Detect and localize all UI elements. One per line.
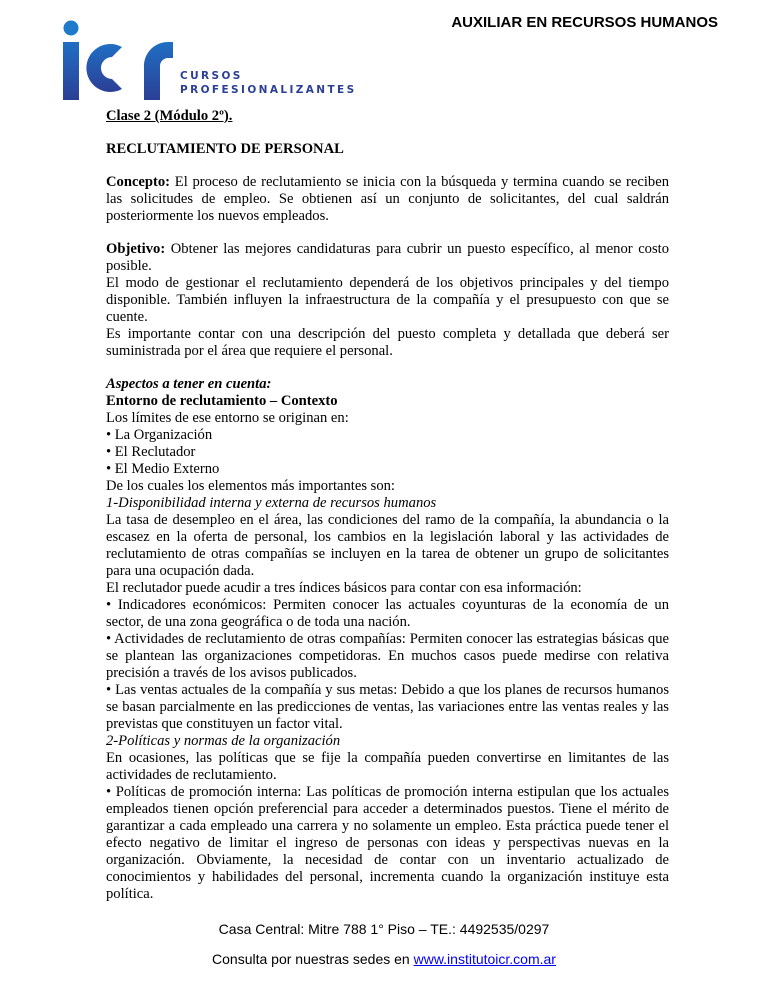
- paragraph: El reclutador puede acudir a tres índices básicos para contar con esa información:: [106, 580, 582, 596]
- class-title: Clase 2 (Módulo 2º).: [106, 108, 233, 124]
- paragraph: El modo de gestionar el reclutamiento dependerá de los objetivos principales y del tiempo disponible. También influyen la infraestructura de la compañía y el presupuesto con que se cuente.: [106, 275, 669, 325]
- icr-logo: [62, 20, 357, 100]
- list-item: • El Medio Externo: [106, 461, 220, 477]
- list-item: • Actividades de reclutamiento de otras compañías: Permiten conocer las estrategias básicas que se plantean las organizaciones competidoras. En muchos casos puede medirse con relativa precisión a través de los avisos publicados.: [106, 631, 669, 681]
- logo-line2: PROFESIONALIZANTES: [180, 84, 357, 96]
- paragraph: En ocasiones, las políticas que se fije la compañía pueden convertirse en limitantes de las actividades de reclutamiento.: [106, 750, 669, 783]
- header-title: AUXILIAR EN RECURSOS HUMANOS: [451, 14, 718, 31]
- list-item: • La Organización: [106, 427, 213, 443]
- paragraph: De los cuales los elementos más importantes son:: [106, 478, 395, 494]
- footer-consulta: [0, 951, 768, 988]
- objetivo-text: Obtener las mejores candidaturas para cubrir un puesto específico, al menor costo posible.: [106, 241, 669, 274]
- subheading-1: 1-Disponibilidad interna y externa de recursos humanos: [106, 495, 437, 511]
- objetivo-paragraph: [106, 241, 669, 275]
- subheading-2: 2-Políticas y normas de la organización: [106, 733, 341, 749]
- list-item: • Políticas de promoción interna: Las políticas de promoción interna estipulan que los actuales empleados tienen opción preferencial para acceder a determinados puestos. Tiene el mérito de garantizar a cada empleado una carrera y no solamente un empleo. Esta práctica puede tener el efecto negativo de limitar el ingreso de personas con ideas y perspectivas nuevas en la organización. Obviamente, la necesidad de contar con un inventario actualizado de conocimientos y habilidades del personal, incrementa cuando la organización instituye esta política.: [106, 784, 669, 902]
- icr-logo-mark: [62, 20, 177, 100]
- concepto-paragraph: [106, 174, 669, 225]
- concepto-label: Concepto:: [106, 174, 171, 190]
- objetivo-label: Objetivo:: [106, 241, 166, 257]
- paragraph: Es importante contar con una descripción del puesto completa y detallada que deberá ser suministrada por el área que requiere el personal.: [106, 326, 669, 359]
- website-link[interactable]: www.institutoicr.com.ar: [413, 951, 556, 967]
- logo-line1: CURSOS: [180, 70, 243, 82]
- entorno-heading: Entorno de reclutamiento – Contexto: [106, 393, 338, 409]
- section-title: RECLUTAMIENTO DE PERSONAL: [106, 141, 344, 157]
- list-item: • Indicadores económicos: Permiten conocer las actuales coyunturas de la economía de un sector, de una zona geográfica o de toda una nación.: [106, 597, 669, 630]
- aspectos-heading: Aspectos a tener en cuenta:: [106, 376, 272, 392]
- concepto-text: El proceso de reclutamiento se inicia con la búsqueda y termina cuando se reciben las solicitudes de empleo. Se obtienen así un conjunto de solicitantes, del cual saldrán posteriormente los nuevos empleados.: [106, 174, 669, 224]
- document-body: [106, 108, 669, 903]
- list-item: • El Reclutador: [106, 444, 196, 460]
- footer-address: Casa Central: Mitre 788 1° Piso – TE.: 4492535/0297: [218, 921, 550, 937]
- paragraph: La tasa de desempleo en el área, las condiciones del ramo de la compañía, la abundancia o la escasez en la oferta de personal, los cambios en la legislación laboral y las actividades de reclutamiento de otras compañías se incluyen en la tarea de obtener un grupo de solicitantes para una ocupación dada.: [106, 512, 669, 579]
- paragraph: Los límites de ese entorno se originan en:: [106, 410, 349, 426]
- list-item: • Las ventas actuales de la compañía y sus metas: Debido a que los planes de recursos humanos se basan parcialmente en las predicciones de ventas, las variaciones entre las ventas reales y las previstas que constituyen un factor vital.: [106, 682, 669, 732]
- footer-consulta-text: Consulta por nuestras sedes en: [212, 951, 414, 967]
